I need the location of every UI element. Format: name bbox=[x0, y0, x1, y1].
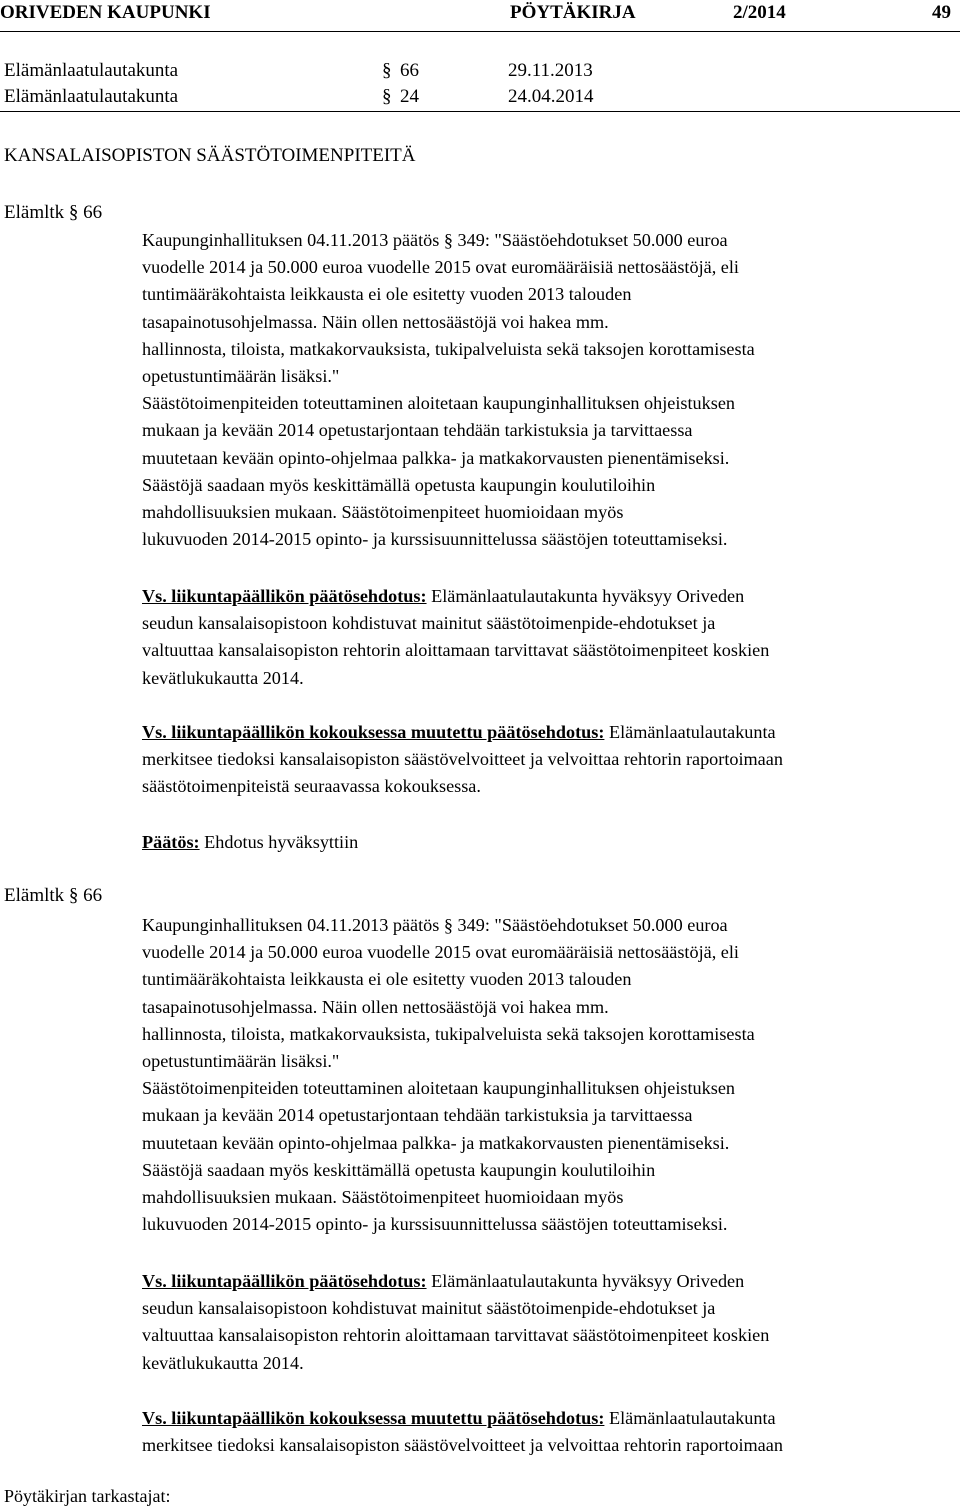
amended-first-line bbox=[142, 1405, 783, 1432]
ref-body: Elämänlaatulautakunta bbox=[4, 60, 179, 81]
doc-type: PÖYTÄKIRJA bbox=[510, 2, 636, 23]
doc-number: 2/2014 bbox=[733, 2, 786, 23]
proposal-first-line bbox=[142, 583, 769, 610]
amended-proposal-block bbox=[142, 719, 783, 801]
header-divider bbox=[0, 31, 960, 32]
proposal-line: valtuuttaa kansalaisopiston rehtorin aloittamaan tarvittavat säästötoimenpiteet koskien bbox=[142, 1325, 770, 1346]
proposal-first-line bbox=[142, 1268, 769, 1295]
amended-first-line bbox=[142, 719, 783, 746]
body-line: vuodelle 2014 ja 50.000 euroa vuodelle 2015 ovat euromääräisiä nettosäästöjä, eli bbox=[142, 942, 739, 963]
proposal-text: Elämänlaatulautakunta hyväksyy Oriveden bbox=[426, 586, 745, 606]
amended-line: merkitsee tiedoksi kansalaisopiston säästövelvoitteet ja velvoittaa rehtorin raportoimaan bbox=[142, 1435, 783, 1456]
amended-proposal-block bbox=[142, 1405, 783, 1459]
refs-divider bbox=[0, 111, 960, 112]
body-line: opetustuntimäärän lisäksi." bbox=[142, 1050, 340, 1071]
org-name: ORIVEDEN KAUPUNKI bbox=[0, 2, 211, 23]
ref-number: 66 bbox=[400, 60, 419, 81]
decision-text: Ehdotus hyväksyttiin bbox=[199, 832, 359, 852]
proposal-line: kevätlukukautta 2014. bbox=[142, 1352, 304, 1373]
decision-line bbox=[142, 829, 358, 856]
proposal-line: seudun kansalaisopistoon kohdistuvat mainitut säästötoimenpide-ehdotukset ja bbox=[142, 613, 716, 634]
proposal-label: Vs. liikuntapäällikön päätösehdotus: bbox=[142, 586, 427, 606]
body-line: lukuvuoden 2014-2015 opinto- ja kurssisuunnittelussa säästöjen toteuttamiseksi. bbox=[142, 1214, 728, 1235]
proposal-block bbox=[142, 583, 769, 692]
body-line: Säästötoimenpiteiden toteuttaminen aloitetaan kaupunginhallituksen ohjeistuksen bbox=[142, 1078, 735, 1099]
body-line: Säästöjä saadaan myös keskittämällä opetusta kaupungin koulutiloihin bbox=[142, 1159, 656, 1180]
body-line: tuntimääräkohtaista leikkausta ei ole esitetty vuoden 2013 talouden bbox=[142, 969, 632, 990]
section-symbol: § bbox=[382, 86, 392, 107]
section-body bbox=[142, 912, 755, 1238]
decision-label: Päätös: bbox=[142, 832, 200, 852]
section-label: Elämltk § 66 bbox=[4, 885, 103, 906]
decision-block bbox=[142, 829, 358, 856]
body-line: tasapainotusohjelmassa. Näin ollen nettosäästöjä voi hakea mm. bbox=[142, 311, 609, 332]
body-line: mahdollisuuksien mukaan. Säästötoimenpiteet huomioidaan myös bbox=[142, 1186, 624, 1207]
body-line: opetustuntimäärän lisäksi." bbox=[142, 365, 340, 386]
amended-text: Elämänlaatulautakunta bbox=[604, 722, 776, 742]
body-line: Kaupunginhallituksen 04.11.2013 päätös § 349: "Säästöehdotukset 50.000 euroa bbox=[142, 230, 728, 250]
proposal-label: Vs. liikuntapäällikön päätösehdotus: bbox=[142, 1271, 427, 1291]
body-line: mukaan ja kevään 2014 opetustarjontaan tehdään tarkistuksia ja tarvittaessa bbox=[142, 420, 693, 441]
amended-text: Elämänlaatulautakunta bbox=[604, 1408, 776, 1428]
amended-line: merkitsee tiedoksi kansalaisopiston säästövelvoitteet ja velvoittaa rehtorin raportoimaan bbox=[142, 749, 783, 770]
body-line: mahdollisuuksien mukaan. Säästötoimenpiteet huomioidaan myös bbox=[142, 501, 624, 522]
proposal-line: kevätlukukautta 2014. bbox=[142, 667, 304, 688]
proposal-line: seudun kansalaisopistoon kohdistuvat mainitut säästötoimenpide-ehdotukset ja bbox=[142, 1298, 716, 1319]
body-line: Kaupunginhallituksen 04.11.2013 päätös § 349: "Säästöehdotukset 50.000 euroa bbox=[142, 915, 728, 935]
proposal-line: valtuuttaa kansalaisopiston rehtorin aloittamaan tarvittavat säästötoimenpiteet koskien bbox=[142, 640, 770, 661]
body-line: muutetaan kevään opinto-ohjelmaa palkka- ja matkakorvausten pienentämiseksi. bbox=[142, 1132, 730, 1153]
section-label: Elämltk § 66 bbox=[4, 202, 103, 223]
ref-body: Elämänlaatulautakunta bbox=[4, 86, 179, 107]
ref-date: 29.11.2013 bbox=[508, 60, 593, 81]
reviewers-label: Pöytäkirjan tarkastajat: bbox=[4, 1486, 171, 1506]
body-line: mukaan ja kevään 2014 opetustarjontaan tehdään tarkistuksia ja tarvittaessa bbox=[142, 1105, 693, 1126]
body-line: Säästötoimenpiteiden toteuttaminen aloitetaan kaupunginhallituksen ohjeistuksen bbox=[142, 393, 735, 414]
section-symbol: § bbox=[382, 60, 392, 81]
body-line: muutetaan kevään opinto-ohjelmaa palkka- ja matkakorvausten pienentämiseksi. bbox=[142, 447, 730, 468]
body-line: Säästöjä saadaan myös keskittämällä opetusta kaupungin koulutiloihin bbox=[142, 474, 656, 495]
page-number: 49 bbox=[932, 2, 951, 23]
proposal-block bbox=[142, 1268, 769, 1377]
body-line: hallinnosta, tiloista, matkakorvauksista, tukipalveluista sekä taksojen korottamisesta bbox=[142, 338, 755, 359]
ref-number: 24 bbox=[400, 86, 419, 107]
amended-line: säästötoimenpiteistä seuraavassa kokouksessa. bbox=[142, 776, 481, 797]
section-body bbox=[142, 227, 755, 553]
amended-label: Vs. liikuntapäällikön kokouksessa muutettu päätösehdotus: bbox=[142, 1408, 605, 1428]
body-line: vuodelle 2014 ja 50.000 euroa vuodelle 2015 ovat euromääräisiä nettosäästöjä, eli bbox=[142, 257, 739, 278]
body-line: lukuvuoden 2014-2015 opinto- ja kurssisuunnittelussa säästöjen toteuttamiseksi. bbox=[142, 529, 728, 550]
body-line: hallinnosta, tiloista, matkakorvauksista, tukipalveluista sekä taksojen korottamisesta bbox=[142, 1023, 755, 1044]
proposal-text: Elämänlaatulautakunta hyväksyy Oriveden bbox=[426, 1271, 745, 1291]
ref-date: 24.04.2014 bbox=[508, 86, 594, 107]
body-line: tasapainotusohjelmassa. Näin ollen nettosäästöjä voi hakea mm. bbox=[142, 996, 609, 1017]
amended-label: Vs. liikuntapäällikön kokouksessa muutettu päätösehdotus: bbox=[142, 722, 605, 742]
document-title: KANSALAISOPISTON SÄÄSTÖTOIMENPITEITÄ bbox=[4, 145, 416, 166]
body-line: tuntimääräkohtaista leikkausta ei ole esitetty vuoden 2013 talouden bbox=[142, 284, 632, 305]
